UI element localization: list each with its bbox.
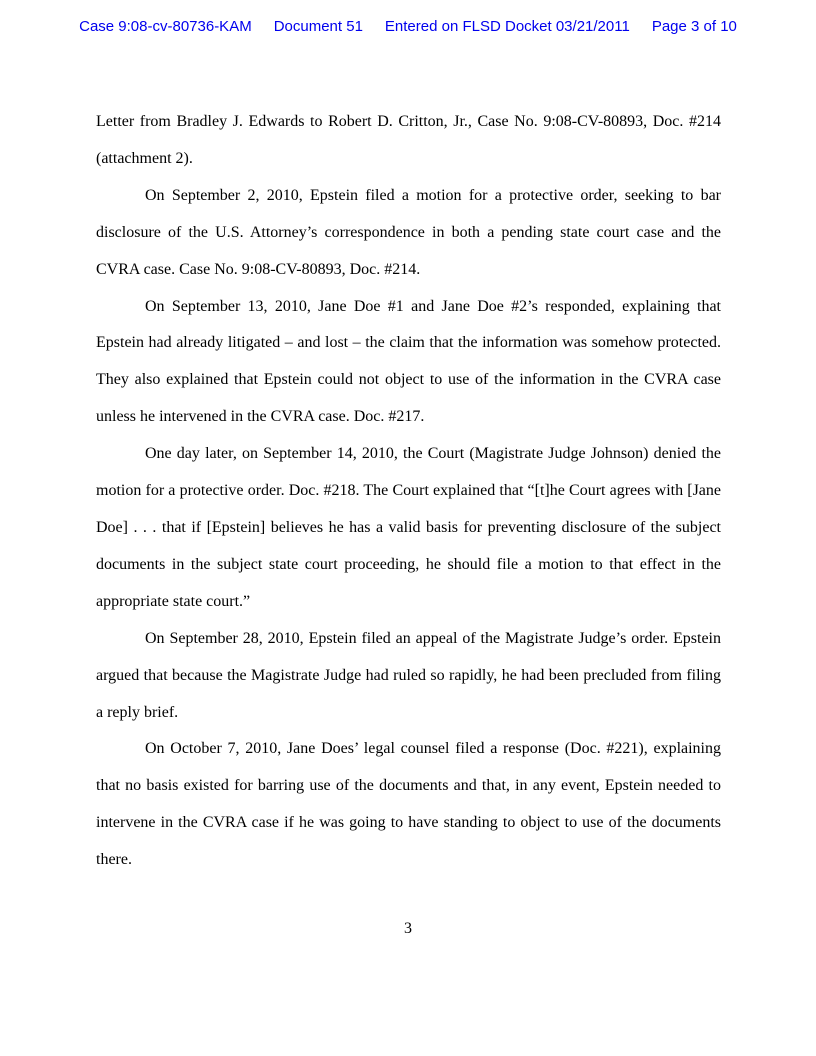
- paragraph-sept-13: On September 13, 2010, Jane Doe #1 and Jane Doe #2’s responded, explaining that Epstein had already litigated – and lost – the claim that the information was somehow protected. They also explained that Epstein could not object to use of the information in the CVRA case unless he intervened in the CVRA case. Doc. #217.: [96, 297, 721, 426]
- page-footer: [0, 920, 816, 938]
- paragraph-continuation: Letter from Bradley J. Edwards to Robert D. Critton, Jr., Case No. 9:08-CV-80893, Doc. #214 (attachment 2).: [96, 113, 721, 167]
- paragraph-sept-28: On September 28, 2010, Epstein filed an appeal of the Magistrate Judge’s order. Epstein argued that because the Magistrate Judge had ruled so rapidly, he had been precluded from filing a reply brief.: [96, 629, 721, 721]
- docket-page-indicator: Page 3 of 10: [651, 18, 737, 35]
- docket-header: [0, 18, 816, 35]
- paragraph-sept-2: On September 2, 2010, Epstein filed a motion for a protective order, seeking to bar disclosure of the U.S. Attorney’s correspondence in both a pending state court case and the CVRA case. Case No. 9:08-CV-80893, Doc. #214.: [96, 186, 721, 278]
- paragraph-sept-14: One day later, on September 14, 2010, the Court (Magistrate Judge Johnson) denied the motion for a protective order. Doc. #218. The Court explained that “[t]he Court agrees with [Jane Doe] . . . that if [Epstein] believes he has a valid basis for preventing disclosure of the subject documents in the subject state court proceeding, he should file a motion to that effect in the appropriate state court.”: [96, 445, 721, 610]
- docket-case-number: Case 9:08-cv-80736-KAM: [79, 18, 252, 35]
- docket-entered-date: Entered on FLSD Docket 03/21/2011: [384, 18, 630, 35]
- document-body: [96, 104, 721, 879]
- page-number: 3: [404, 920, 412, 937]
- docket-document-number: Document 51: [273, 18, 363, 35]
- paragraph-oct-7: On October 7, 2010, Jane Does’ legal counsel filed a response (Doc. #221), explaining that no basis existed for barring use of the documents and that, in any event, Epstein needed to intervene in the CVRA case if he was going to have standing to object to use of the documents there.: [96, 740, 721, 869]
